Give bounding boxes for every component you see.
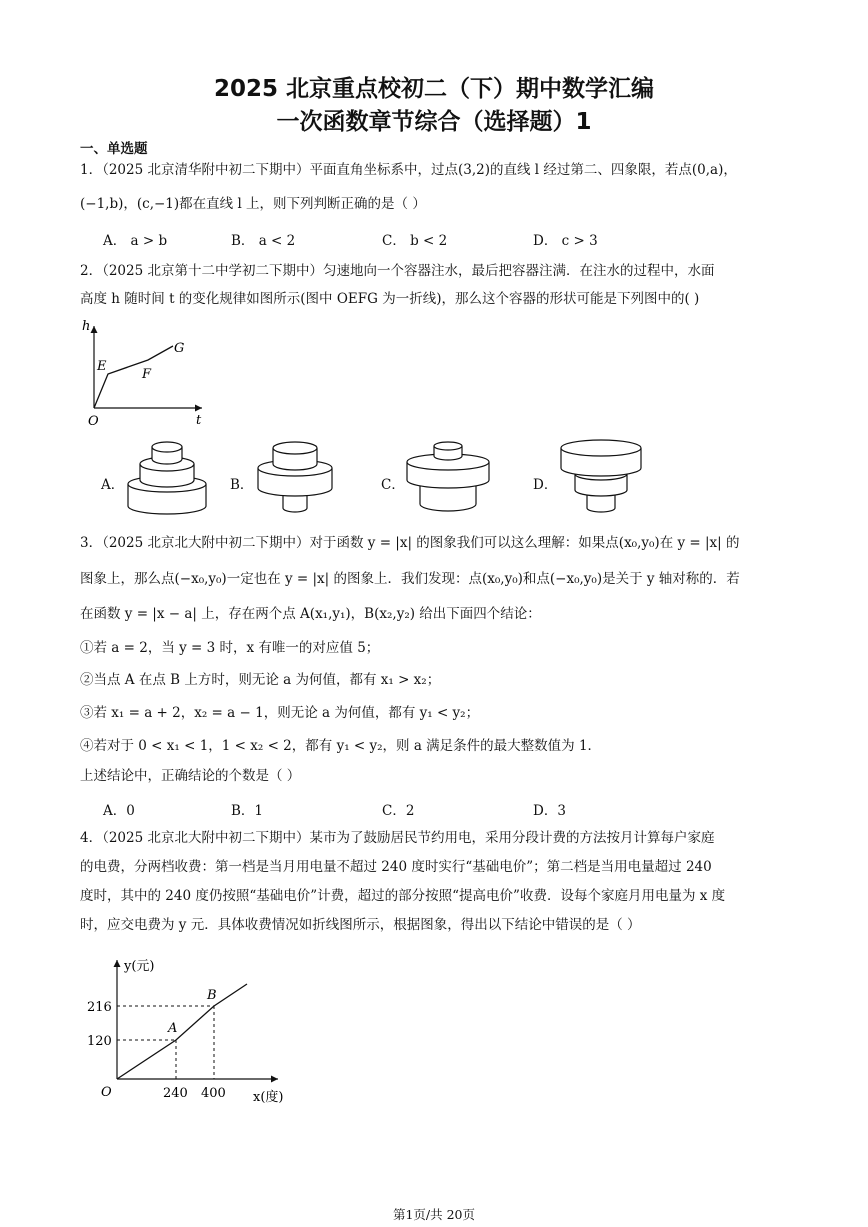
q4-xtick-240: 240 <box>163 1086 188 1101</box>
q4-polyline <box>117 984 247 1079</box>
q2-g-label: G <box>174 341 185 356</box>
q2-container-a <box>125 440 210 516</box>
q2-container-c <box>403 440 493 516</box>
q3-option-a: A．0 <box>103 803 135 819</box>
q4-line-4: 时，应交电费为 y 元．具体收费情况如折线图所示，根据图象，得出以下结论中错误的是（ ） <box>80 917 641 933</box>
doc-title-line2: 一次函数章节综合（选择题）1 <box>276 109 592 135</box>
q1-line-1: 1．（2025 北京清华附中初二下期中）平面直角坐标系中，过点(3,2)的直线 l 经过第二、四象限，若点(0,a)， <box>80 162 737 178</box>
q2-container-b <box>253 440 338 516</box>
q3-option-c: C．2 <box>382 803 415 819</box>
q4-graph <box>80 948 300 1113</box>
page-footer: 第1页/共 20页 <box>392 1207 476 1222</box>
q2-option-d-label: D． <box>533 477 558 493</box>
q2-container-d <box>557 436 647 518</box>
q2-f-label: F <box>142 367 152 382</box>
q3-line-1: 3．（2025 北京北大附中初二下期中）对于函数 y = |x| 的图象我们可以这么理解：如果点(x₀,y₀)在 y = |x| 的 <box>80 535 740 551</box>
q3-option-d: D．3 <box>533 803 566 819</box>
q1-line-2: (−1,b)，(c,−1)都在直线 l 上，则下列判断正确的是（ ） <box>80 196 426 212</box>
q3-line-2: 图象上，那么点(−x₀,y₀)一定也在 y = |x| 的图象上．我们发现：点(x₀,y₀)和点(−x₀,y₀)是关于 y 轴对称的．若 <box>80 571 740 587</box>
q4-point-b-label: B <box>207 988 217 1003</box>
q2-option-b-label: B． <box>230 477 254 493</box>
q2-h-label: h <box>82 319 91 334</box>
q2-option-c-label: C． <box>381 477 405 493</box>
q3-statement-4: ④若对于 0 < x₁ < 1，1 < x₂ < 2，都有 y₁ < y₂，则 a 满足条件的最大整数值为 1． <box>80 738 602 754</box>
q4-point-a-label: A <box>168 1021 178 1036</box>
q3-statement-2: ②当点 A 在点 B 上方时，则无论 a 为何值，都有 x₁ > x₂； <box>80 672 441 688</box>
q3-statement-1: ①若 a = 2，当 y = 3 时，x 有唯一的对应值 5； <box>80 640 380 656</box>
q1-option-c: C． b < 2 <box>382 233 448 249</box>
doc-title-line1: 2025 北京重点校初二（下）期中数学汇编 <box>213 76 655 102</box>
q4-line-1: 4．（2025 北京北大附中初二下期中）某市为了鼓励居民节约用电，采用分段计费的方法按月计算每户家庭 <box>80 830 715 846</box>
q3-prompt: 上述结论中，正确结论的个数是（ ） <box>80 768 301 784</box>
q4-origin-label: O <box>101 1085 112 1100</box>
q4-ytick-120: 120 <box>87 1034 112 1049</box>
q2-line-1: 2．（2025 北京第十二中学初二下期中）匀速地向一个容器注水，最后把容器注满．在注水的过程中，水面 <box>80 263 715 279</box>
section-heading: 一、单选题 <box>80 141 148 157</box>
q2-polyline-oefg <box>94 346 173 408</box>
q4-x-label: x(度) <box>253 1090 284 1105</box>
q2-option-a-label: A． <box>101 477 125 493</box>
q3-line-3: 在函数 y = |x − a| 上，存在两个点 A(x₁,y₁)，B(x₂,y₂) 给出下面四个结论： <box>80 606 541 622</box>
q2-o-label: O <box>88 414 99 429</box>
q2-graph <box>78 312 218 432</box>
q4-y-label: y(元) <box>124 959 155 974</box>
q2-line-2: 高度 h 随时间 t 的变化规律如图所示(图中 OEFG 为一折线)，那么这个容器的形状可能是下列图中的( ) <box>80 291 700 307</box>
q1-option-d: D． c > 3 <box>533 233 598 249</box>
q4-xtick-400: 400 <box>201 1086 226 1101</box>
q2-e-label: E <box>97 359 107 374</box>
q4-ytick-216: 216 <box>87 1000 112 1015</box>
q4-line-3: 度时，其中的 240 度仍按照“基础电价”计费，超过的部分按照“提高电价”收费．设每个家庭月用电量为 x 度 <box>80 888 726 904</box>
q4-line-2: 的电费，分两档收费：第一档是当月用电量不超过 240 度时实行“基础电价”；第二档是当用电量超过 240 <box>80 859 712 875</box>
q3-option-b: B．1 <box>231 803 264 819</box>
q1-option-b: B． a < 2 <box>231 233 296 249</box>
q3-statement-3: ③若 x₁ = a + 2，x₂ = a − 1，则无论 a 为何值，都有 y₁ < y₂； <box>80 705 480 721</box>
q2-t-label: t <box>196 413 202 428</box>
q1-option-a: A． a > b <box>103 233 168 249</box>
